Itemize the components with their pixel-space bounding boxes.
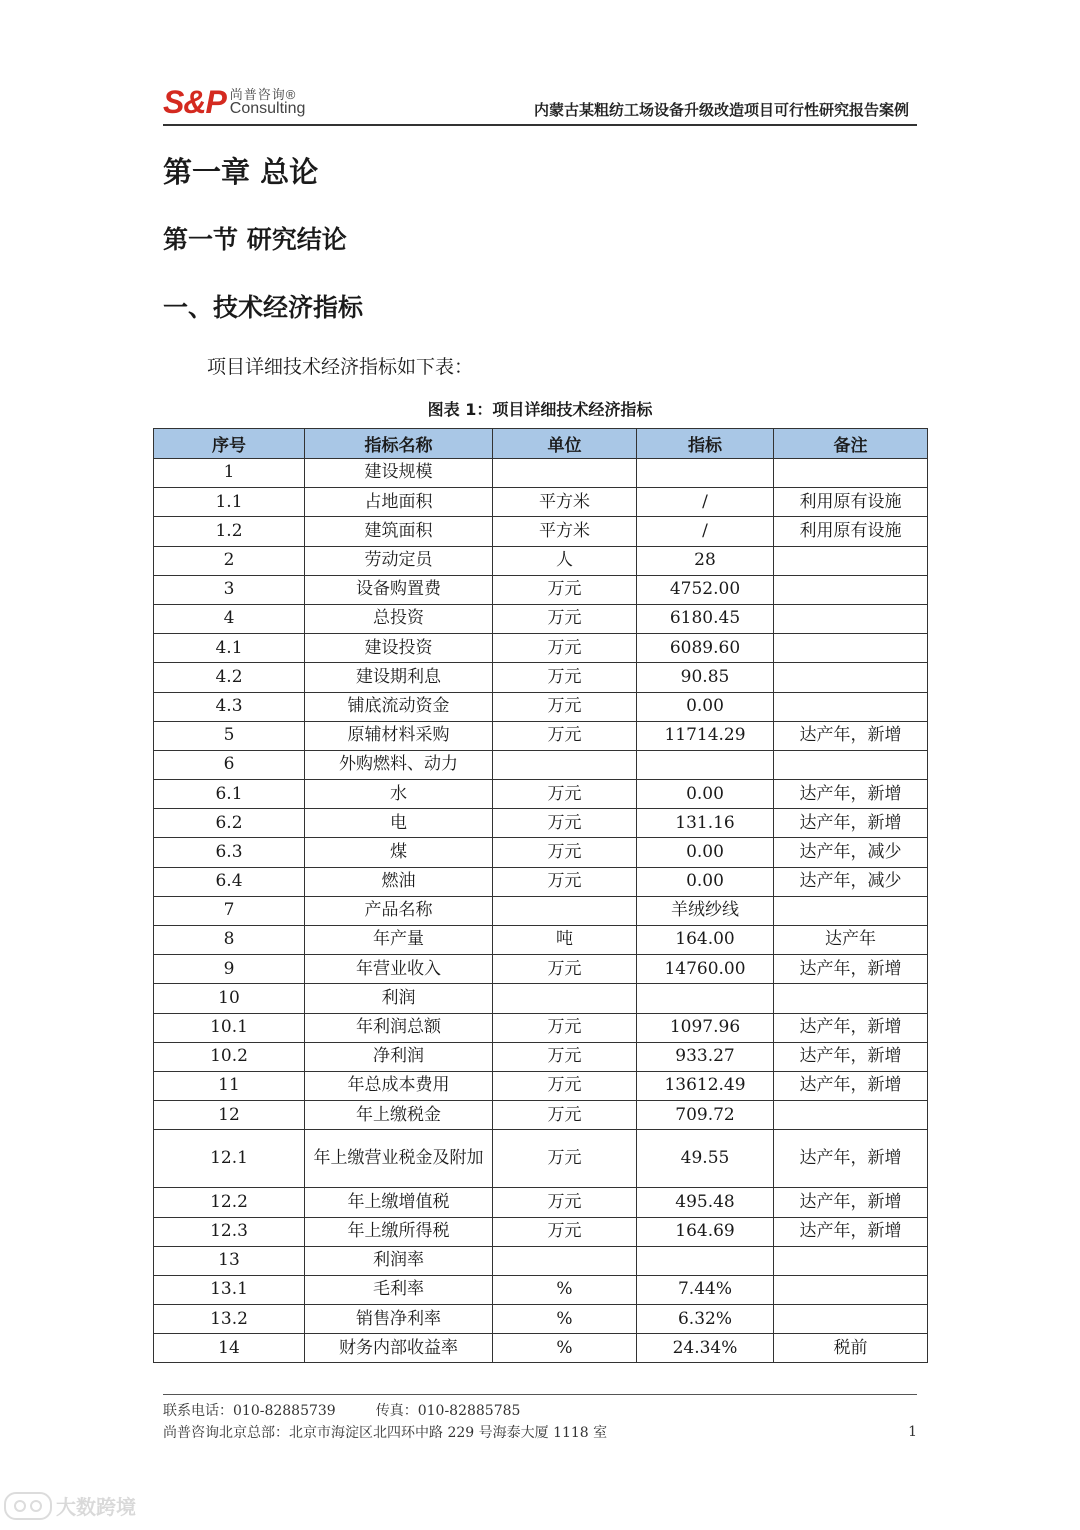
cell-value: 164.00 bbox=[637, 926, 774, 955]
cell-seq: 7 bbox=[154, 896, 305, 925]
footer-address: 尚普咨询北京总部：北京市海淀区北四环中路 229 号海泰大厦 1118 室 bbox=[163, 1425, 608, 1441]
cell-indicator-name: 电 bbox=[305, 809, 493, 838]
table-row bbox=[154, 896, 928, 925]
header-seq: 序号 bbox=[154, 429, 305, 459]
cell-seq: 10.2 bbox=[154, 1042, 305, 1071]
cell-remark bbox=[774, 546, 928, 575]
cell-value: 90.85 bbox=[637, 663, 774, 692]
cell-seq: 6.2 bbox=[154, 809, 305, 838]
cell-remark: 利用原有设施 bbox=[774, 488, 928, 517]
chapter-title: 第一章 总论 bbox=[163, 155, 319, 189]
indicators-table bbox=[153, 428, 928, 1363]
cell-unit: 平方米 bbox=[493, 488, 637, 517]
logo-en-text: Consulting bbox=[229, 100, 306, 118]
cell-value: 13612.49 bbox=[637, 1071, 774, 1100]
cell-indicator-name: 占地面积 bbox=[305, 488, 493, 517]
cell-value: 495.48 bbox=[637, 1188, 774, 1217]
cell-remark bbox=[774, 1305, 928, 1334]
table-row bbox=[154, 546, 928, 575]
table-row bbox=[154, 1334, 928, 1363]
table-row bbox=[154, 1071, 928, 1100]
cell-remark: 达产年，新增 bbox=[774, 1042, 928, 1071]
cell-unit bbox=[493, 1246, 637, 1275]
page-number: 1 bbox=[908, 1424, 917, 1440]
intro-text: 项目详细技术经济指标如下表： bbox=[207, 356, 474, 378]
cell-seq: 11 bbox=[154, 1071, 305, 1100]
table-body bbox=[154, 459, 928, 1363]
cell-indicator-name: 年上缴营业税金及附加 bbox=[305, 1130, 493, 1188]
cell-unit: 万元 bbox=[493, 780, 637, 809]
cell-seq: 5 bbox=[154, 721, 305, 750]
cell-value: 6.32% bbox=[637, 1305, 774, 1334]
cell-indicator-name: 年上缴税金 bbox=[305, 1101, 493, 1130]
table-row bbox=[154, 1130, 928, 1188]
table-row bbox=[154, 750, 928, 779]
company-logo bbox=[163, 78, 305, 118]
cell-remark: 达产年，新增 bbox=[774, 1188, 928, 1217]
cell-value: / bbox=[637, 517, 774, 546]
cell-seq: 6.3 bbox=[154, 838, 305, 867]
cell-indicator-name: 建设期利息 bbox=[305, 663, 493, 692]
table-row bbox=[154, 488, 928, 517]
cell-indicator-name: 年营业收入 bbox=[305, 955, 493, 984]
cell-remark bbox=[774, 634, 928, 663]
cell-seq: 13.1 bbox=[154, 1275, 305, 1304]
cell-unit: 万元 bbox=[493, 692, 637, 721]
cell-seq: 4.1 bbox=[154, 634, 305, 663]
cell-seq: 10 bbox=[154, 984, 305, 1013]
cell-indicator-name: 毛利率 bbox=[305, 1275, 493, 1304]
table-row bbox=[154, 692, 928, 721]
cell-remark bbox=[774, 663, 928, 692]
header-indicator-name: 指标名称 bbox=[305, 429, 493, 459]
table-row bbox=[154, 634, 928, 663]
logo-cn-text: 尚普咨询® bbox=[229, 86, 297, 102]
table-row bbox=[154, 1275, 928, 1304]
cell-indicator-name: 年上缴所得税 bbox=[305, 1217, 493, 1246]
cell-value bbox=[637, 750, 774, 779]
table-header-row bbox=[154, 429, 928, 459]
cell-remark bbox=[774, 984, 928, 1013]
cell-indicator-name: 建设投资 bbox=[305, 634, 493, 663]
cell-remark bbox=[774, 896, 928, 925]
cell-remark bbox=[774, 750, 928, 779]
cell-remark: 达产年，新增 bbox=[774, 809, 928, 838]
cell-indicator-name: 外购燃料、动力 bbox=[305, 750, 493, 779]
cell-value bbox=[637, 459, 774, 488]
cell-unit: 万元 bbox=[493, 838, 637, 867]
cell-indicator-name: 销售净利率 bbox=[305, 1305, 493, 1334]
cell-value: 6089.60 bbox=[637, 634, 774, 663]
cell-unit: 万元 bbox=[493, 955, 637, 984]
cell-unit: 万元 bbox=[493, 1013, 637, 1042]
cell-indicator-name: 总投资 bbox=[305, 604, 493, 633]
cell-seq: 6.4 bbox=[154, 867, 305, 896]
table-row bbox=[154, 1188, 928, 1217]
table-row bbox=[154, 517, 928, 546]
cell-value: 1097.96 bbox=[637, 1013, 774, 1042]
cell-unit: 万元 bbox=[493, 1042, 637, 1071]
cell-indicator-name: 净利润 bbox=[305, 1042, 493, 1071]
table-row bbox=[154, 1013, 928, 1042]
cell-indicator-name: 劳动定员 bbox=[305, 546, 493, 575]
cell-remark: 达产年，新增 bbox=[774, 1217, 928, 1246]
cell-value: 0.00 bbox=[637, 780, 774, 809]
cell-unit: 平方米 bbox=[493, 517, 637, 546]
cell-value: 4752.00 bbox=[637, 575, 774, 604]
cell-value: 24.34% bbox=[637, 1334, 774, 1363]
cell-unit: 万元 bbox=[493, 1217, 637, 1246]
cell-seq: 1 bbox=[154, 459, 305, 488]
table-row bbox=[154, 1217, 928, 1246]
page-header bbox=[163, 78, 917, 126]
cell-seq: 4.3 bbox=[154, 692, 305, 721]
cell-seq: 13.2 bbox=[154, 1305, 305, 1334]
cell-unit bbox=[493, 984, 637, 1013]
cell-unit: 吨 bbox=[493, 926, 637, 955]
cell-value bbox=[637, 984, 774, 1013]
cell-unit: 万元 bbox=[493, 1071, 637, 1100]
cell-seq: 6.1 bbox=[154, 780, 305, 809]
cell-value: 7.44% bbox=[637, 1275, 774, 1304]
cell-remark: 税前 bbox=[774, 1334, 928, 1363]
watermark-text: 大数跨境 bbox=[56, 1495, 136, 1519]
subsection-title: 一、技术经济指标 bbox=[163, 293, 364, 322]
cell-seq: 12.3 bbox=[154, 1217, 305, 1246]
cell-value: 131.16 bbox=[637, 809, 774, 838]
cell-unit: 万元 bbox=[493, 809, 637, 838]
watermark-logo-icon bbox=[4, 1492, 52, 1520]
cell-unit: 万元 bbox=[493, 1130, 637, 1188]
cell-value: 11714.29 bbox=[637, 721, 774, 750]
cell-indicator-name: 利润 bbox=[305, 984, 493, 1013]
page-footer bbox=[163, 1394, 917, 1443]
cell-indicator-name: 产品名称 bbox=[305, 896, 493, 925]
cell-remark bbox=[774, 1246, 928, 1275]
cell-seq: 14 bbox=[154, 1334, 305, 1363]
table-row bbox=[154, 721, 928, 750]
cell-indicator-name: 铺底流动资金 bbox=[305, 692, 493, 721]
footer-fax: 传真：010-82885785 bbox=[375, 1403, 521, 1419]
cell-seq: 4 bbox=[154, 604, 305, 633]
cell-unit: 万元 bbox=[493, 604, 637, 633]
cell-seq: 3 bbox=[154, 575, 305, 604]
cell-remark bbox=[774, 1275, 928, 1304]
table-row bbox=[154, 926, 928, 955]
cell-unit: 万元 bbox=[493, 1101, 637, 1130]
cell-seq: 4.2 bbox=[154, 663, 305, 692]
cell-remark: 达产年，新增 bbox=[774, 1130, 928, 1188]
report-title: 内蒙古某粗纺工场设备升级改造项目可行性研究报告案例 bbox=[533, 101, 909, 119]
cell-unit: 万元 bbox=[493, 575, 637, 604]
cell-indicator-name: 财务内部收益率 bbox=[305, 1334, 493, 1363]
cell-seq: 13 bbox=[154, 1246, 305, 1275]
table-row bbox=[154, 984, 928, 1013]
cell-indicator-name: 设备购置费 bbox=[305, 575, 493, 604]
cell-seq: 12.1 bbox=[154, 1130, 305, 1188]
cell-seq: 8 bbox=[154, 926, 305, 955]
cell-remark: 达产年，新增 bbox=[774, 780, 928, 809]
cell-remark: 达产年，新增 bbox=[774, 955, 928, 984]
cell-unit bbox=[493, 459, 637, 488]
cell-remark: 利用原有设施 bbox=[774, 517, 928, 546]
table-row bbox=[154, 1101, 928, 1130]
cell-remark: 达产年，新增 bbox=[774, 721, 928, 750]
cell-remark: 达产年，新增 bbox=[774, 1013, 928, 1042]
cell-value: 164.69 bbox=[637, 1217, 774, 1246]
cell-indicator-name: 煤 bbox=[305, 838, 493, 867]
logo-mark: S&P bbox=[163, 84, 226, 120]
cell-value: 709.72 bbox=[637, 1101, 774, 1130]
section-title: 第一节 研究结论 bbox=[163, 225, 347, 254]
cell-seq: 12 bbox=[154, 1101, 305, 1130]
cell-remark bbox=[774, 459, 928, 488]
table-row bbox=[154, 575, 928, 604]
cell-remark: 达产年，减少 bbox=[774, 838, 928, 867]
cell-unit bbox=[493, 896, 637, 925]
cell-unit: 万元 bbox=[493, 663, 637, 692]
cell-seq: 9 bbox=[154, 955, 305, 984]
cell-unit: % bbox=[493, 1275, 637, 1304]
cell-remark: 达产年，减少 bbox=[774, 867, 928, 896]
table-row bbox=[154, 955, 928, 984]
cell-seq: 1.1 bbox=[154, 488, 305, 517]
cell-indicator-name: 利润率 bbox=[305, 1246, 493, 1275]
cell-value: 羊绒纱线 bbox=[637, 896, 774, 925]
table-row bbox=[154, 867, 928, 896]
cell-value: 0.00 bbox=[637, 692, 774, 721]
cell-value: 0.00 bbox=[637, 867, 774, 896]
cell-indicator-name: 年利润总额 bbox=[305, 1013, 493, 1042]
cell-unit: 万元 bbox=[493, 721, 637, 750]
cell-unit bbox=[493, 750, 637, 779]
cell-seq: 12.2 bbox=[154, 1188, 305, 1217]
table-row bbox=[154, 459, 928, 488]
cell-unit: 万元 bbox=[493, 634, 637, 663]
cell-seq: 10.1 bbox=[154, 1013, 305, 1042]
cell-indicator-name: 年总成本费用 bbox=[305, 1071, 493, 1100]
cell-indicator-name: 年上缴增值税 bbox=[305, 1188, 493, 1217]
header-remark: 备注 bbox=[774, 429, 928, 459]
cell-indicator-name: 年产量 bbox=[305, 926, 493, 955]
table-row bbox=[154, 1042, 928, 1071]
cell-seq: 1.2 bbox=[154, 517, 305, 546]
header-value: 指标 bbox=[637, 429, 774, 459]
footer-phone: 联系电话：010-82885739 bbox=[163, 1403, 336, 1419]
table-row bbox=[154, 838, 928, 867]
cell-seq: 6 bbox=[154, 750, 305, 779]
cell-remark: 达产年 bbox=[774, 926, 928, 955]
cell-unit: % bbox=[493, 1334, 637, 1363]
cell-remark bbox=[774, 604, 928, 633]
table-row bbox=[154, 1305, 928, 1334]
watermark bbox=[4, 1491, 136, 1520]
table-row bbox=[154, 604, 928, 633]
cell-seq: 2 bbox=[154, 546, 305, 575]
cell-unit: 万元 bbox=[493, 1188, 637, 1217]
cell-indicator-name: 燃油 bbox=[305, 867, 493, 896]
cell-unit: 万元 bbox=[493, 867, 637, 896]
cell-value: 6180.45 bbox=[637, 604, 774, 633]
table-row bbox=[154, 780, 928, 809]
cell-unit: % bbox=[493, 1305, 637, 1334]
cell-value: 14760.00 bbox=[637, 955, 774, 984]
table-row bbox=[154, 809, 928, 838]
table-row bbox=[154, 1246, 928, 1275]
cell-remark: 达产年，新增 bbox=[774, 1071, 928, 1100]
cell-remark bbox=[774, 1101, 928, 1130]
table-row bbox=[154, 663, 928, 692]
cell-value: 0.00 bbox=[637, 838, 774, 867]
cell-indicator-name: 水 bbox=[305, 780, 493, 809]
cell-value bbox=[637, 1246, 774, 1275]
cell-unit: 人 bbox=[493, 546, 637, 575]
cell-value: / bbox=[637, 488, 774, 517]
cell-remark bbox=[774, 575, 928, 604]
cell-value: 28 bbox=[637, 546, 774, 575]
cell-indicator-name: 建筑面积 bbox=[305, 517, 493, 546]
cell-value: 49.55 bbox=[637, 1130, 774, 1188]
cell-indicator-name: 原辅材料采购 bbox=[305, 721, 493, 750]
cell-remark bbox=[774, 692, 928, 721]
header-unit: 单位 bbox=[493, 429, 637, 459]
table-caption: 图表 1：项目详细技术经济指标 bbox=[427, 400, 653, 419]
cell-indicator-name: 建设规模 bbox=[305, 459, 493, 488]
cell-value: 933.27 bbox=[637, 1042, 774, 1071]
